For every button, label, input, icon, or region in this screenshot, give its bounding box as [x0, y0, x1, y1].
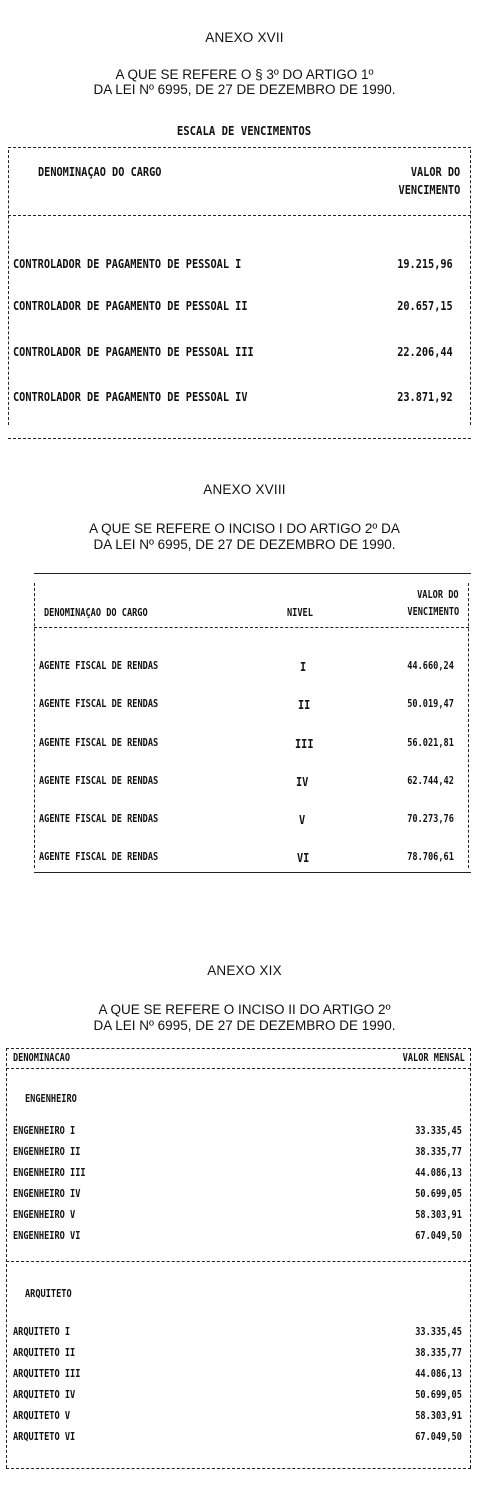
table-row-cargo: ENGENHEIRO IV	[13, 1188, 81, 1200]
anexo-xviii-left-border	[34, 583, 35, 868]
table-row-valor: 20.657,15	[397, 298, 453, 313]
table-row-valor: 50.699,05	[415, 1188, 462, 1200]
anexo-xvii-title: ANEXO XVII	[205, 30, 284, 45]
table-row-cargo: ARQUITETO VI	[13, 1431, 76, 1443]
table-row-valor: 56.021,81	[407, 737, 454, 749]
anexo-xvii-right-border	[470, 150, 471, 425]
anexo-xviii-top-rule	[34, 573, 471, 574]
table-row-cargo: AGENTE FISCAL DE RENDAS	[39, 737, 159, 749]
anexo-xvii-col-denominacao: DENOMINAÇAO DO CARGO	[38, 164, 162, 179]
anexo-xvii-header-rule	[8, 215, 471, 216]
anexo-xvii-table-title: ESCALA DE VENCIMENTOS	[177, 123, 312, 138]
anexo-xix-top-rule	[6, 1048, 471, 1049]
table-row-nivel: I	[300, 659, 307, 674]
table-row-valor: 78.706,61	[407, 851, 454, 863]
table-row-cargo: CONTROLADOR DE PAGAMENTO DE PESSOAL IV	[13, 389, 248, 404]
table-row-cargo: AGENTE FISCAL DE RENDAS	[39, 775, 159, 787]
table-row-nivel: III	[295, 736, 314, 751]
anexo-xix-left-border	[6, 1048, 7, 1468]
anexo-xvii-bottom-rule	[8, 438, 471, 439]
table-row-cargo: AGENTE FISCAL DE RENDAS	[39, 813, 159, 825]
table-row-nivel: IV	[296, 774, 309, 789]
table-row-cargo: ENGENHEIRO I	[13, 1125, 76, 1137]
anexo-xviii-subtitle-line1: A QUE SE REFERE O INCISO I DO ARTIGO 2º DA	[89, 521, 400, 536]
table-row-valor: 38.335,77	[415, 1146, 462, 1158]
table-row-valor: 70.273,76	[407, 813, 454, 825]
anexo-xvii-col-valor-1: VALOR DO	[410, 164, 460, 179]
table-row-cargo: ARQUITETO III	[13, 1368, 81, 1380]
table-row-valor: 44.660,24	[407, 660, 454, 672]
anexo-xvii-col-valor-2: VENCIMENTO	[398, 182, 460, 197]
table-row-cargo: ENGENHEIRO II	[13, 1146, 81, 1158]
anexo-xviii-bottom-rule	[34, 872, 471, 873]
table-row-cargo: ENGENHEIRO V	[13, 1209, 76, 1221]
anexo-xviii-col-nivel: NIVEL	[287, 607, 313, 619]
anexo-xix-col-denominacao: DENOMINACAO	[13, 1052, 71, 1064]
table-row-valor: 23.871,92	[397, 389, 453, 404]
anexo-xviii-right-border	[468, 583, 469, 868]
anexo-xvii-left-border	[8, 150, 9, 425]
anexo-xviii-col-denominacao: DENOMINAÇAO DO CARGO	[44, 607, 148, 619]
anexo-xviii-title: ANEXO XVIII	[203, 482, 286, 497]
anexo-xix-subtitle-line2: DA LEI Nº 6995, DE 27 DE DEZEMBRO DE 1990.	[93, 1018, 396, 1033]
anexo-xviii-col-valor-1: VALOR DO	[417, 589, 459, 601]
table-row-valor: 58.303,91	[415, 1410, 462, 1422]
table-row-valor: 22.206,44	[397, 344, 453, 359]
anexo-xvii-table-title-wrap	[0, 122, 489, 140]
anexo-xviii-col-valor-2: VENCIMENTO	[407, 606, 459, 618]
table-row-cargo: CONTROLADOR DE PAGAMENTO DE PESSOAL I	[13, 256, 242, 271]
table-row-cargo: ARQUITETO I	[13, 1326, 71, 1338]
table-row-cargo: ENGENHEIRO III	[13, 1167, 86, 1179]
table-row-valor: 58.303,91	[415, 1209, 462, 1221]
anexo-xvii-subtitle-line2: DA LEI Nº 6995, DE 27 DE DEZEMBRO DE 1990.	[93, 82, 396, 97]
table-row-cargo: ARQUITETO II	[13, 1347, 76, 1359]
table-row-cargo: ARQUITETO V	[13, 1410, 71, 1422]
table-row-cargo: CONTROLADOR DE PAGAMENTO DE PESSOAL III	[13, 344, 254, 359]
table-row-valor: 62.744,42	[407, 775, 454, 787]
table-row-cargo: CONTROLADOR DE PAGAMENTO DE PESSOAL II	[13, 298, 248, 313]
anexo-xviii-subtitle-line2: DA LEI Nº 6995, DE 27 DE DEZEMBRO DE 1990.	[93, 537, 396, 552]
table-row-nivel: VI	[297, 850, 310, 865]
anexo-xix-header-rule	[6, 1068, 471, 1069]
anexo-xix-group-divider	[6, 1261, 471, 1262]
anexo-xvii-top-rule	[8, 147, 471, 148]
anexo-xix-col-valor: VALOR MENSAL	[402, 1052, 465, 1064]
table-row-valor: 44.086,13	[415, 1167, 462, 1179]
table-row-valor: 38.335,77	[415, 1347, 462, 1359]
table-row-valor: 50.699,05	[415, 1389, 462, 1401]
group-heading-arquiteto: ARQUITETO	[25, 1288, 72, 1300]
table-row-cargo: ARQUITETO IV	[13, 1389, 76, 1401]
group-heading-engenheiro: ENGENHEIRO	[25, 1093, 77, 1105]
table-row-cargo: AGENTE FISCAL DE RENDAS	[39, 660, 159, 672]
anexo-xix-bottom-rule	[6, 1468, 471, 1469]
table-row-valor: 44.086,13	[415, 1368, 462, 1380]
table-row-cargo: AGENTE FISCAL DE RENDAS	[39, 851, 159, 863]
table-row-nivel: II	[298, 697, 311, 712]
table-row-nivel: V	[299, 812, 306, 827]
table-row-cargo: AGENTE FISCAL DE RENDAS	[39, 698, 159, 710]
table-row-valor: 33.335,45	[415, 1326, 462, 1338]
anexo-xix-right-border	[470, 1048, 471, 1468]
table-row-valor: 33.335,45	[415, 1125, 462, 1137]
table-row-cargo: ENGENHEIRO VI	[13, 1230, 81, 1242]
table-row-valor: 67.049,50	[415, 1230, 462, 1242]
anexo-xvii-subtitle-line1: A QUE SE REFERE O § 3º DO ARTIGO 1º	[115, 67, 374, 82]
table-row-valor: 50.019,47	[407, 698, 454, 710]
anexo-xix-subtitle-line1: A QUE SE REFERE O INCISO II DO ARTIGO 2º	[98, 1002, 391, 1017]
anexo-xviii-header-rule	[34, 627, 469, 628]
table-row-valor: 19.215,96	[397, 256, 453, 271]
table-row-valor: 67.049,50	[415, 1431, 462, 1443]
anexo-xix-title: ANEXO XIX	[207, 963, 282, 978]
